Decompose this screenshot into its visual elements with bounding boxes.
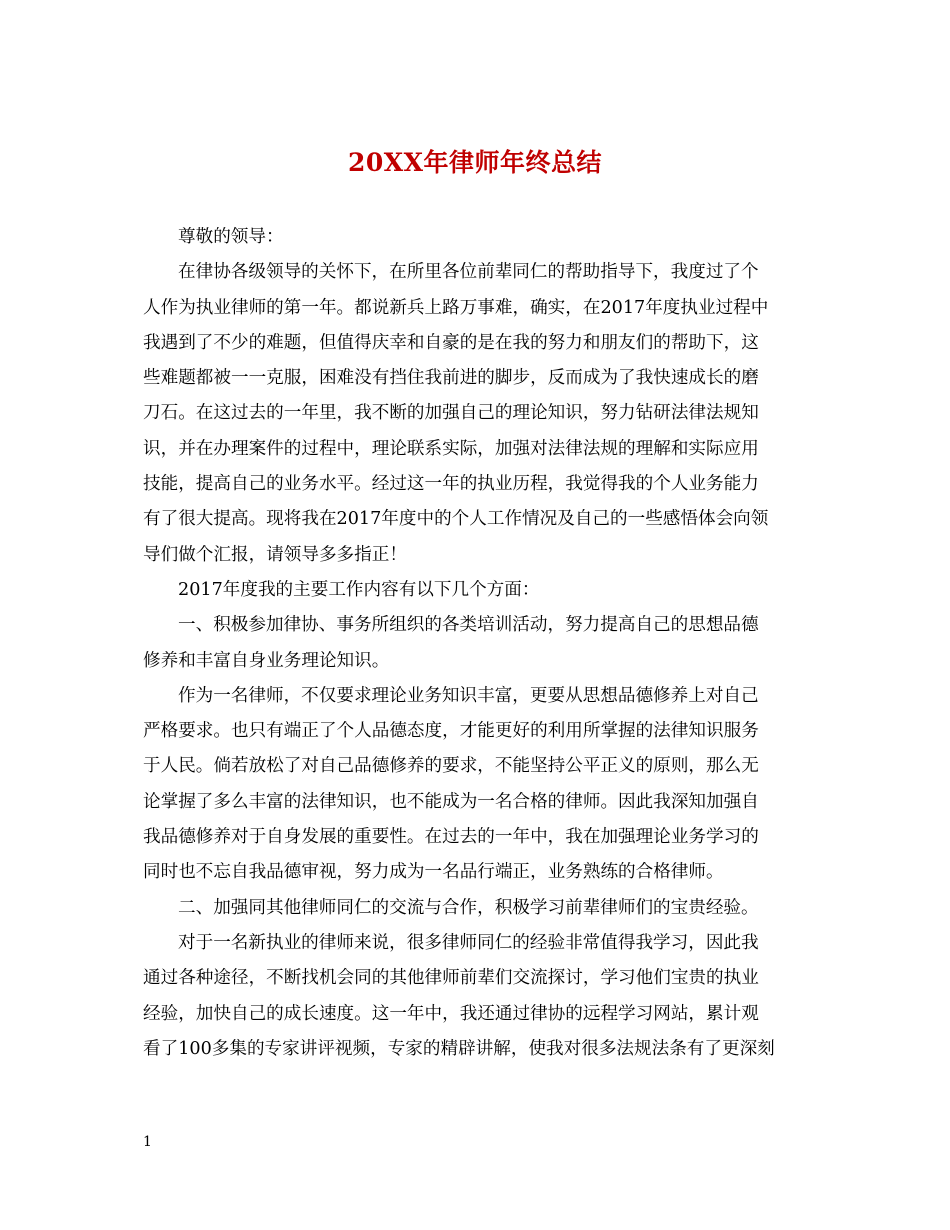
paragraph-line: 修养和丰富自身业务理论知识。 <box>143 650 390 671</box>
paragraph-line: 对于一名新执业的律师来说，很多律师同仁的经验非常值得我学习，因此我 <box>178 932 759 953</box>
paragraph-line: 一、积极参加律协、事务所组织的各类培训活动，努力提高自己的思想品德 <box>178 615 759 636</box>
paragraph-line: 二、加强同其他律师同仁的交流与合作，积极学习前辈律师们的宝贵经验。 <box>178 897 759 918</box>
paragraph-line: 于人民。倘若放松了对自己品德修养的要求，不能坚持公平正义的原则，那么无 <box>143 756 759 777</box>
paragraph-line: 尊敬的领导： <box>178 227 284 247</box>
document-body <box>143 220 811 1067</box>
paragraph-line: 论掌握了多么丰富的法律知识，也不能成为一名合格的律师。因此我深知加强自 <box>143 791 759 812</box>
paragraph-line: 人作为执业律师的第一年。都说新兵上路万事难，确实，在2017年度执业过程中 <box>143 297 769 318</box>
page-number: 1 <box>143 1134 152 1150</box>
paragraph-line: 导们做个汇报，请领导多多指正！ <box>143 544 407 565</box>
paragraph-line: 技能，提高自己的业务水平。经过这一年的执业历程，我觉得我的个人业务能力 <box>143 474 759 495</box>
page-title: 20XX年律师年终总结 <box>347 148 603 177</box>
paragraph-line: 通过各种途径，不断找机会同的其他律师前辈们交流探讨，学习他们宝贵的执业 <box>143 968 759 989</box>
paragraph-line: 作为一名律师，不仅要求理论业务知识丰富，更要从思想品德修养上对自己 <box>178 685 759 706</box>
paragraph-line: 我品德修养对于自身发展的重要性。在过去的一年中，我在加强理论业务学习的 <box>143 827 759 848</box>
paragraph-line: 2017年度我的主要工作内容有以下几个方面： <box>178 579 540 600</box>
paragraph-line: 我遇到了不少的难题，但值得庆幸和自豪的是在我的努力和朋友们的帮助下，这 <box>143 332 759 353</box>
paragraph-line: 看了100多集的专家讲评视频，专家的精辟讲解，使我对很多法规法条有了更深刻 <box>143 1038 775 1059</box>
paragraph-line: 经验，加快自己的成长速度。这一年中，我还通过律协的远程学习网站，累计观 <box>143 1003 759 1024</box>
paragraph-line: 刀石。在这过去的一年里，我不断的加强自己的理论知识，努力钻研法律法规知 <box>143 403 759 424</box>
paragraph-line: 严格要求。也只有端正了个人品德态度，才能更好的利用所掌握的法律知识服务 <box>143 721 759 742</box>
paragraph-line: 有了很大提高。现将我在2017年度中的个人工作情况及自己的一些感悟体会向领 <box>143 509 769 530</box>
paragraph-line: 些难题都被一一克服，困难没有挡住我前进的脚步，反而成为了我快速成长的磨 <box>143 368 759 389</box>
paragraph-line: 识，并在办理案件的过程中，理论联系实际，加强对法律法规的理解和实际应用 <box>143 438 759 459</box>
paragraph-line: 在律协各级领导的关怀下，在所里各位前辈同仁的帮助指导下，我度过了个 <box>178 262 759 283</box>
paragraph-line: 同时也不忘自我品德审视，努力成为一名品行端正，业务熟练的合格律师。 <box>143 862 724 883</box>
